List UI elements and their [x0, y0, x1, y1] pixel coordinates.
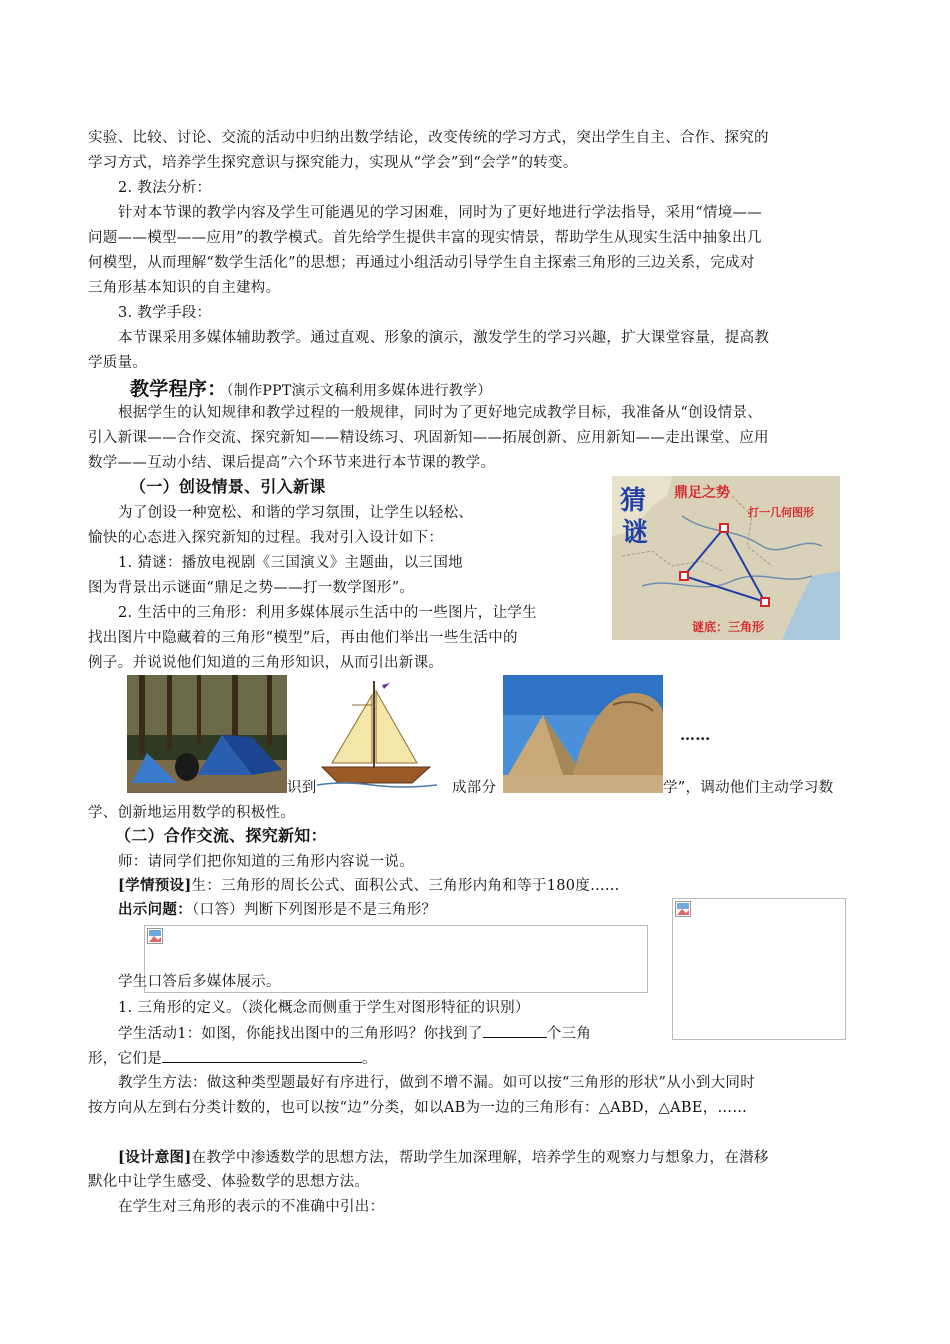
- paragraph-line: 默化中让学生感受、体验数学的思想方法。: [88, 1174, 370, 1190]
- text-fragment: 成部分: [452, 780, 497, 796]
- more-images-ellipsis: ……: [680, 726, 711, 744]
- paragraph-line: 例子。并说说他们知道的三角形知识，从而引出新课。: [88, 655, 444, 671]
- paragraph-line: 为了创设一种宽松、和谐的学习氛围，让学生以轻松、: [118, 505, 474, 521]
- design-text: 在教学中渗透数学的思想方法，帮助学生加深理解，培养学生的观察力与想象力，在潜移: [191, 1150, 769, 1166]
- question-line: [118, 900, 436, 920]
- activity-text: 学生活动1：如图，你能找出图中的三角形吗？你找到了: [118, 1026, 483, 1042]
- paragraph-line: 2. 生活中的三角形：利用多媒体展示生活中的一些图片，让学生: [118, 605, 537, 621]
- paragraph-line: 根据学生的认知规律和教学过程的一般规律，同时为了更好地完成教学目标，我准备从“创设情景、: [118, 405, 763, 421]
- paragraph-line: 问题——模型——应用”的教学模式。首先给学生提供丰富的现实情景，帮助学生从现实生活中抽象出几: [88, 230, 762, 246]
- paragraph-line: 学生口答后多媒体展示。: [118, 974, 281, 990]
- map-subtitle: 打一几何图形: [748, 506, 814, 519]
- activity-text-end: 个三角: [546, 1026, 592, 1042]
- figure-placeholder-triangles: [672, 898, 846, 1040]
- paragraph-line: 在学生对三角形的表示的不准确中引出：: [118, 1199, 385, 1215]
- pyramid-sphinx-photo: [503, 675, 663, 793]
- paragraph-line: 引入新课——合作交流、探究新知——精设练习、巩固新知——拓展创新、应用新知——走出课堂、应用: [88, 430, 769, 446]
- design-label: [设计意图]: [118, 1149, 192, 1166]
- answer-blank-triangles[interactable]: [162, 1048, 362, 1063]
- paragraph-line: 学、创新地运用数学的积极性。: [88, 805, 296, 821]
- map-title: 鼎足之势: [674, 485, 730, 501]
- procedure-title: 教学程序：: [130, 378, 227, 400]
- paragraph-line: 1. 三角形的定义。（淡化概念而侧重于学生对图形特征的识别）: [118, 1000, 530, 1016]
- section-heading-2: （二）合作交流、探究新知：: [115, 826, 327, 845]
- design-intent-line: [118, 1148, 769, 1168]
- preset-label: [学情预设]: [118, 877, 192, 894]
- text-fragment: 学”，调动他们主动学习数: [663, 780, 834, 796]
- student-activity-line: [118, 1023, 591, 1044]
- broken-image-icon: [675, 901, 691, 917]
- text-fragment: 识到: [287, 780, 317, 796]
- question-text: （口答）判断下列图形是不是三角形？: [192, 902, 437, 918]
- paragraph-line: 教学生方法：做这种类型题最好有序进行，做到不增不漏。如可以按“三角形的形状”从小到大同时: [118, 1075, 756, 1091]
- paragraph-line: 1. 猜谜：播放电视剧《三国演义》主题曲，以三国地: [118, 555, 463, 571]
- paragraph-line: 愉快的心态进入探究新知的过程。我对引入设计如下：: [88, 530, 444, 546]
- paragraph-line: 学质量。: [88, 355, 148, 371]
- preset-text: 生：三角形的周长公式、面积公式、三角形内角和等于180度……: [191, 878, 620, 894]
- activity-text: 形，它们是: [88, 1051, 162, 1067]
- procedure-heading: [130, 376, 492, 404]
- paragraph-line: 数学——互动小结、课后提高”六个环节来进行本节课的教学。: [88, 455, 496, 471]
- subheading-teaching-method: 2. 教法分析：: [118, 180, 212, 196]
- broken-image-icon: [147, 928, 163, 944]
- camping-graphic: [127, 675, 287, 793]
- question-label: 出示问题：: [118, 901, 192, 918]
- paragraph-line: 实验、比较、讨论、交流的活动中归纳出数学结论，改变传统的学习方式，突出学生自主、合作、探究的: [88, 130, 769, 146]
- three-kingdoms-map-image: [612, 476, 840, 640]
- procedure-note: （制作PPT演示文稿利用多媒体进行教学）: [226, 383, 492, 399]
- sailboat-graphic: [312, 675, 440, 793]
- paragraph-line: 三角形基本知识的自主建构。: [88, 280, 281, 296]
- paragraph-line: 图为背景出示谜面“鼎足之势——打一数学图形”。: [88, 580, 415, 596]
- student-activity-line-2: [88, 1048, 377, 1069]
- paragraph-line: 师：请同学们把你知道的三角形内容说一说。: [118, 854, 414, 870]
- paragraph-line: 找出图片中隐藏着的三角形“模型”后，再由他们举出一些生活中的: [88, 630, 518, 646]
- pyramid-graphic: [503, 675, 663, 793]
- paragraph-line: 何模型，从而理解“数学生活化”的思想；再通过小组活动引导学生自主探索三角形的三边关系，完成对: [88, 255, 755, 271]
- sailboat-drawing: [312, 675, 440, 793]
- student-preset-line: [118, 876, 620, 896]
- camping-tent-photo: [127, 675, 287, 793]
- paragraph-line: 按方向从左到右分类计数的，也可以按“边”分类，如以AB为一边的三角形有：△ABD，△ABE，……: [88, 1100, 748, 1116]
- riddle-char-2: 谜: [622, 518, 649, 548]
- activity-text-end: 。: [362, 1051, 377, 1067]
- map-answer: 谜底：三角形: [692, 620, 765, 634]
- answer-blank-count[interactable]: [483, 1023, 547, 1038]
- subheading-teaching-means: 3. 教学手段：: [118, 305, 212, 321]
- riddle-char-1: 猜: [620, 486, 647, 516]
- section-heading-1: （一）创设情景、引入新课: [130, 477, 326, 496]
- paragraph-line: 本节课采用多媒体辅助教学。通过直观、形象的演示，激发学生的学习兴趣，扩大课堂容量，提高教: [118, 330, 770, 346]
- paragraph-line: 针对本节课的教学内容及学生可能遇见的学习困难，同时为了更好地进行学法指导，采用“情境——: [118, 205, 763, 221]
- paragraph-line: 学习方式，培养学生探究意识与探究能力，实现从“学会”到“会学”的转变。: [88, 155, 578, 171]
